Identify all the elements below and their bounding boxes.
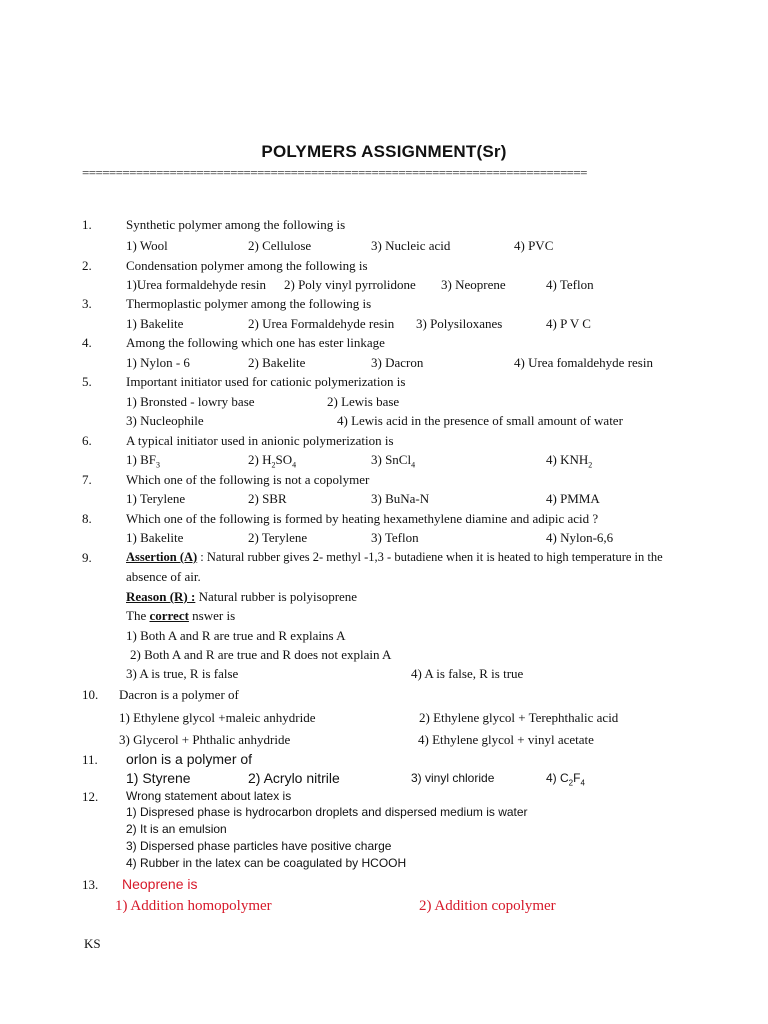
option: 4) Teflon bbox=[546, 277, 594, 292]
separator-line: =========================================================================== bbox=[82, 165, 587, 180]
question-number: 10. bbox=[82, 687, 99, 702]
option: 2) Bakelite bbox=[248, 355, 306, 370]
question-text: Which one of the following is formed by heating hexamethylene diamine and adipic acid ? bbox=[126, 511, 599, 526]
option: 4) A is false, R is true bbox=[411, 666, 524, 681]
option: 4) P V C bbox=[546, 316, 591, 331]
option: 4) Rubber in the latex can be coagulated by HCOOH bbox=[126, 856, 407, 870]
option: 3) SnCl$_4$ bbox=[371, 452, 416, 470]
option: 1) Dispresed phase is hydrocarbon droplets and dispersed medium is water bbox=[126, 805, 528, 819]
question-number: 8. bbox=[82, 511, 92, 526]
question-number: 6. bbox=[82, 433, 92, 448]
option: 2) $H_2SO_4$ bbox=[248, 452, 297, 470]
assertion-label: Assertion (A) bbox=[126, 550, 198, 564]
question-number: 3. bbox=[82, 296, 92, 311]
option: 3) Nucleophile bbox=[126, 413, 204, 428]
option: 1) Wool bbox=[126, 238, 168, 253]
question-number: 12. bbox=[82, 789, 99, 804]
question-text: Dacron is a polymer of bbox=[119, 687, 239, 702]
option: 3) Nucleic acid bbox=[371, 238, 451, 253]
option: 1) Bakelite bbox=[126, 530, 184, 545]
answer-prompt: The correct nswer is bbox=[126, 608, 236, 623]
option: 4) Urea fomaldehyde resin bbox=[514, 355, 653, 370]
option: 2) SBR bbox=[248, 491, 287, 506]
option: 1) Styrene bbox=[126, 770, 191, 786]
option: 2) Cellulose bbox=[248, 238, 312, 253]
option: 1) Terylene bbox=[126, 491, 186, 506]
option: 3) Dispersed phase particles have positive charge bbox=[126, 839, 392, 853]
option: 2) Both A and R are true and R does not explain A bbox=[130, 647, 392, 662]
question-number: 9. bbox=[82, 550, 92, 565]
question-text: Important initiator used for cationic polymerization is bbox=[126, 374, 406, 389]
option: 4) Ethylene glycol + vinyl acetate bbox=[418, 732, 594, 747]
option: 3) Glycerol + Phthalic anhydride bbox=[119, 732, 291, 747]
option: 1) Addition homopolymer bbox=[115, 898, 272, 914]
question-number: 7. bbox=[82, 472, 92, 487]
option: 1) Nylon - 6 bbox=[126, 355, 190, 370]
option: 3) A is true, R is false bbox=[126, 666, 239, 681]
page-title: POLYMERS ASSIGNMENT(Sr) bbox=[261, 142, 507, 161]
question-number: 13. bbox=[82, 877, 99, 892]
option: 3) Polysiloxanes bbox=[416, 316, 503, 331]
option: 4) Nylon-6,6 bbox=[546, 530, 614, 545]
question-text: A typical initiator used in anionic polymerization is bbox=[126, 433, 394, 448]
question-number: 1. bbox=[82, 217, 92, 232]
question-text: Thermoplastic polymer among the following is bbox=[126, 296, 372, 311]
option: 2) Lewis base bbox=[327, 394, 400, 409]
question-number: 5. bbox=[82, 374, 92, 389]
option: 3) vinyl chloride bbox=[411, 771, 495, 785]
question-number: 11. bbox=[82, 752, 98, 767]
option: 2) Poly vinyl pyrrolidone bbox=[284, 277, 416, 292]
option: 1) Bakelite bbox=[126, 316, 184, 331]
question-text: Synthetic polymer among the following is bbox=[126, 217, 346, 232]
assertion-line: Assertion (A) : Natural rubber gives 2- methyl -1,3 - butadiene when it is heated to high temperature in the bbox=[126, 550, 663, 564]
option: 3) BuNa-N bbox=[371, 491, 430, 506]
question-text: Which one of the following is not a copolymer bbox=[126, 472, 370, 487]
footer-initials: KS bbox=[84, 936, 101, 951]
option: 3) Neoprene bbox=[441, 277, 506, 292]
assertion-line-cont: absence of air. bbox=[126, 569, 201, 584]
question-text: Wrong statement about latex is bbox=[126, 789, 292, 803]
question-text: Among the following which one has ester linkage bbox=[126, 335, 385, 350]
option: 1) Bronsted - lowry base bbox=[126, 394, 255, 409]
option: 4) Lewis acid in the presence of small amount of water bbox=[337, 413, 623, 428]
option: 2) Acrylo nitrile bbox=[248, 770, 340, 786]
question-text: Condensation polymer among the following is bbox=[126, 258, 368, 273]
option: 2) Terylene bbox=[248, 530, 308, 545]
option: 4) $C_2F_4$ bbox=[546, 771, 585, 788]
option: 4) PVC bbox=[514, 238, 554, 253]
option: 1) $BF_3$ bbox=[126, 452, 160, 470]
option: 1) Both A and R are true and R explains A bbox=[126, 628, 346, 643]
reason-line: Reason (R) : Natural rubber is polyisoprene bbox=[126, 589, 358, 604]
option: 3) Dacron bbox=[371, 355, 424, 370]
option: 2) Ethylene glycol + Terephthalic acid bbox=[419, 710, 619, 725]
question-text: Neoprene is bbox=[122, 876, 198, 892]
option: 4) $KNH_2$ bbox=[546, 452, 593, 470]
option: 1)Urea formaldehyde resin bbox=[126, 277, 267, 292]
option: 1) Ethylene glycol +maleic anhydride bbox=[119, 710, 316, 725]
option: 2) It is an emulsion bbox=[126, 822, 227, 836]
reason-label: Reason (R) : bbox=[126, 589, 196, 604]
option: 3) Teflon bbox=[371, 530, 419, 545]
question-number: 4. bbox=[82, 335, 92, 350]
option: 2) Addition copolymer bbox=[419, 898, 556, 914]
option: 2) Urea Formaldehyde resin bbox=[248, 316, 395, 331]
question-text: orlon is a polymer of bbox=[126, 751, 253, 767]
question-number: 2. bbox=[82, 258, 92, 273]
option: 4) PMMA bbox=[546, 491, 600, 506]
